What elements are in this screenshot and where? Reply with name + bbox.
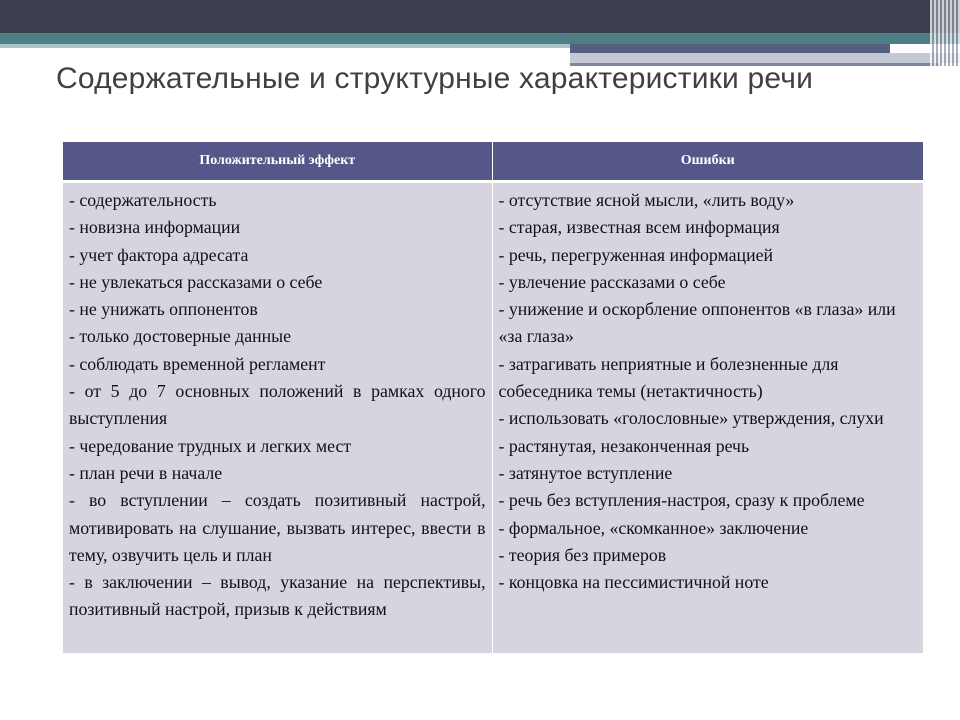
- list-item: - затянутое вступление: [498, 462, 673, 483]
- list-item: - не унижать оппонентов: [69, 299, 258, 320]
- header-errors: Ошибки: [492, 142, 923, 182]
- list-item: - учет фактора адресата: [69, 244, 249, 265]
- list-item: - формальное, «скомканное» заключение: [498, 517, 809, 538]
- table-row: [63, 182, 924, 654]
- list-item: - затрагивать неприятные и болезненные для собеседника темы (нетактичность): [498, 353, 839, 402]
- list-item: - речь без вступления-настроя, сразу к проблеме: [498, 490, 865, 511]
- positive-effects-cell: [63, 182, 493, 654]
- slide-title: Содержательные и структурные характеристики речи: [56, 62, 814, 95]
- header-bar-teal-light: [0, 44, 570, 48]
- table-header-row: [63, 142, 924, 182]
- header-bar-slate: [570, 44, 890, 53]
- list-item: - унижение и оскорбление оппонентов «в глаза» или «за глаза»: [498, 299, 896, 347]
- list-item: - план речи в начале: [69, 462, 223, 483]
- list-item: - от 5 до 7 основных положений в рамках одного выступления: [69, 381, 486, 429]
- list-item: - растянутая, незаконченная речь: [498, 435, 750, 456]
- list-item: - отсутствие ясной мысли, «лить воду»: [498, 190, 795, 210]
- header-bar-teal: [0, 33, 960, 44]
- list-item: - в заключении – вывод, указание на перспективы, позитивный настрой, призыв к действиям: [69, 572, 486, 620]
- list-item: - только достоверные данные: [69, 326, 291, 347]
- list-item: - во вступлении – создать позитивный настрой, мотивировать на слушание, вызвать интерес, ввести в тему, озвучить цель и план: [69, 490, 486, 565]
- list-item: - новизна информации: [69, 217, 241, 238]
- list-item: - содержательность: [69, 190, 217, 210]
- list-item: - не увлекаться рассказами о себе: [69, 271, 323, 292]
- list-item: - старая, известная всем информация: [498, 217, 780, 238]
- list-item: - использовать «голословные» утверждения, слухи: [498, 408, 884, 429]
- list-item: - концовка на пессимистичной ноте: [498, 572, 769, 593]
- header-positive-effect: Положительный эффект: [63, 142, 493, 182]
- list-item: - чередование трудных и легких мест: [69, 435, 352, 456]
- header-bar-dark: [0, 0, 960, 33]
- list-item: - теория без примеров: [498, 544, 667, 565]
- list-item: - увлечение рассказами о себе: [498, 271, 726, 292]
- errors-cell: [492, 182, 923, 654]
- comparison-table: [62, 141, 924, 654]
- header-stripes: [930, 0, 960, 66]
- list-item: - соблюдать временной регламент: [69, 353, 326, 374]
- list-item: - речь, перегруженная информацией: [498, 244, 773, 265]
